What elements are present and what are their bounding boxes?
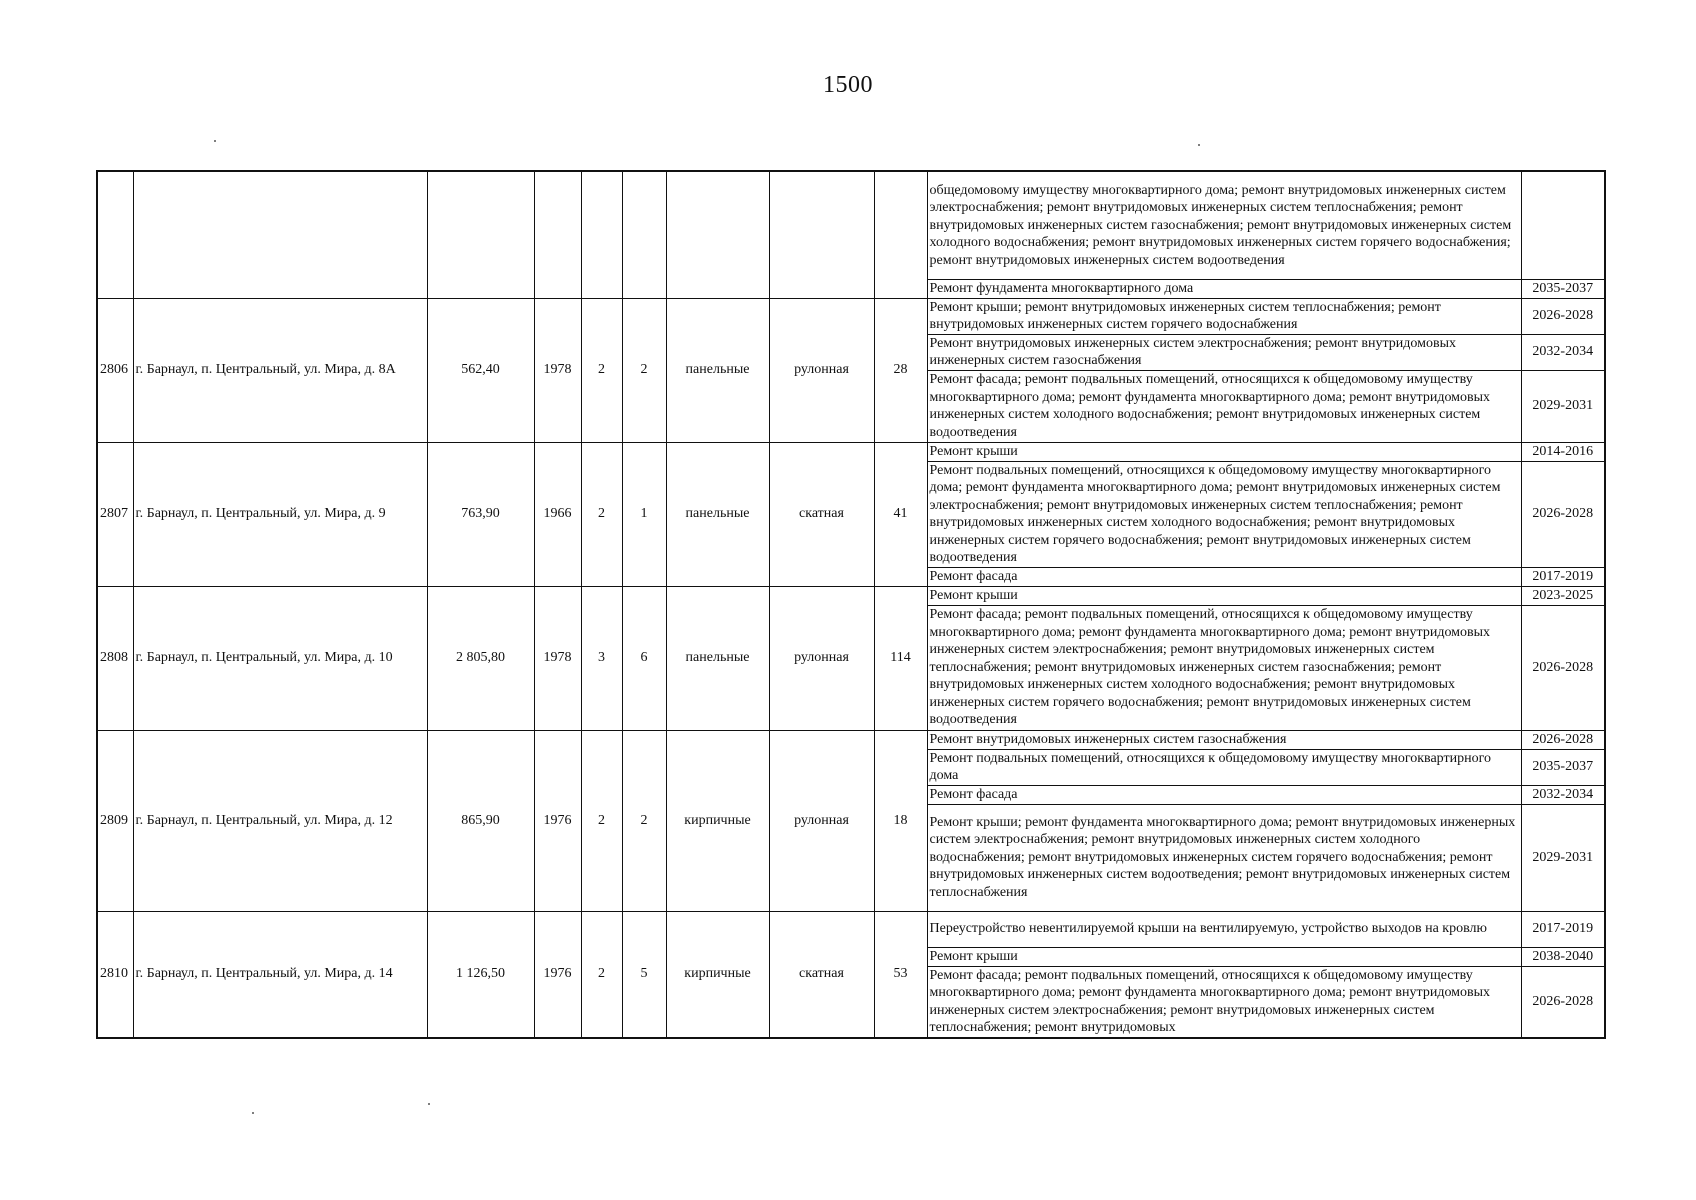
roof-type: скатная: [769, 442, 874, 586]
house-number: 2808: [97, 586, 133, 730]
house-number: 2810: [97, 911, 133, 1038]
work-period: 2029-2031: [1521, 370, 1605, 442]
scan-speck: [214, 140, 216, 142]
work-period: 2026-2028: [1521, 605, 1605, 730]
house-area: 1 126,50: [427, 911, 534, 1038]
table-row: [97, 298, 1605, 334]
work-period: 2032-2034: [1521, 785, 1605, 804]
empty-cell: [534, 171, 581, 298]
work-period: 2017-2019: [1521, 567, 1605, 586]
work-description: Переустройство невентилируемой крыши на вентилируемую, устройство выходов на кровлю: [927, 911, 1521, 947]
work-period: 2029-2031: [1521, 804, 1605, 911]
work-description: Ремонт подвальных помещений, относящихся к общедомовому имуществу многоквартирного дома; ремонт фундамента многоквартирного дома; ремонт внутридомовых инженерных систем электроснабжения; ремонт внутридомовых инженерных систем теплоснабжения; ремонт внутридомовых инженерных систем холодного водоснабжения; ремонт внутридомовых инженерных систем горячего водоснабжения; ремонт внутридомовых инженерных систем водоотведения: [927, 461, 1521, 567]
work-description: Ремонт крыши: [927, 586, 1521, 605]
wall-material: кирпичные: [666, 911, 769, 1038]
work-period: 2026-2028: [1521, 298, 1605, 334]
continuation-row: [97, 171, 1605, 280]
work-description: Ремонт внутридомовых инженерных систем газоснабжения: [927, 730, 1521, 749]
work-period: 2035-2037: [1521, 749, 1605, 785]
wall-material: панельные: [666, 298, 769, 442]
floors-count: 2: [581, 298, 622, 442]
capital-repair-table: [96, 170, 1606, 1039]
empty-cell: [622, 171, 666, 298]
entrances-count: 2: [622, 730, 666, 911]
work-period: 2026-2028: [1521, 730, 1605, 749]
work-description: Ремонт фасада: [927, 785, 1521, 804]
entrances-count: 5: [622, 911, 666, 1038]
work-period: [1521, 171, 1605, 280]
empty-cell: [769, 171, 874, 298]
table-row: [97, 730, 1605, 749]
build-year: 1976: [534, 911, 581, 1038]
apartments-count: 114: [874, 586, 927, 730]
house-number: 2806: [97, 298, 133, 442]
house-number: 2809: [97, 730, 133, 911]
table-row: [97, 442, 1605, 461]
work-period: 2032-2034: [1521, 334, 1605, 370]
wall-material: кирпичные: [666, 730, 769, 911]
apartments-count: 18: [874, 730, 927, 911]
wall-material: панельные: [666, 586, 769, 730]
work-period: 2023-2025: [1521, 586, 1605, 605]
roof-type: рулонная: [769, 298, 874, 442]
wall-material: панельные: [666, 442, 769, 586]
work-description: Ремонт фасада: [927, 567, 1521, 586]
work-description: Ремонт фундамента многоквартирного дома: [927, 280, 1521, 299]
work-description: Ремонт крыши; ремонт фундамента многоквартирного дома; ремонт внутридомовых инженерных систем электроснабжения; ремонт внутридомовых инженерных систем холодного водоснабжения; ремонт внутридомовых инженерных систем горячего водоснабжения; ремонт внутридомовых инженерных систем водоотведения; ремонт внутридомовых инженерных систем теплоснабжения: [927, 804, 1521, 911]
roof-type: скатная: [769, 911, 874, 1038]
house-area: 2 805,80: [427, 586, 534, 730]
table-row: [97, 911, 1605, 947]
scan-speck: [428, 1103, 430, 1105]
build-year: 1976: [534, 730, 581, 911]
house-area: 562,40: [427, 298, 534, 442]
work-description: Ремонт фасада; ремонт подвальных помещений, относящихся к общедомовому имуществу многоквартирного дома; ремонт фундамента многоквартирного дома; ремонт внутридомовых инженерных систем электроснабжения; ремонт внутридомовых инженерных систем теплоснабжения; ремонт внутридомовых: [927, 966, 1521, 1038]
work-description: общедомовому имуществу многоквартирного дома; ремонт внутридомовых инженерных систем электроснабжения; ремонт внутридомовых инженерных систем теплоснабжения; ремонт внутридомовых инженерных систем газоснабжения; ремонт внутридомовых инженерных систем холодного водоснабжения; ремонт внутридомовых инженерных систем горячего водоснабжения; ремонт внутридомовых инженерных систем водоотведения: [927, 171, 1521, 280]
apartments-count: 41: [874, 442, 927, 586]
entrances-count: 2: [622, 298, 666, 442]
work-description: Ремонт крыши: [927, 947, 1521, 966]
empty-cell: [874, 171, 927, 298]
empty-cell: [666, 171, 769, 298]
work-period: 2035-2037: [1521, 280, 1605, 299]
entrances-count: 6: [622, 586, 666, 730]
empty-cell: [97, 171, 133, 298]
roof-type: рулонная: [769, 730, 874, 911]
work-description: Ремонт крыши: [927, 442, 1521, 461]
build-year: 1978: [534, 586, 581, 730]
empty-cell: [581, 171, 622, 298]
roof-type: рулонная: [769, 586, 874, 730]
house-address: г. Барнаул, п. Центральный, ул. Мира, д. 9: [133, 442, 427, 586]
house-address: г. Барнаул, п. Центральный, ул. Мира, д. 8А: [133, 298, 427, 442]
apartments-count: 28: [874, 298, 927, 442]
empty-cell: [427, 171, 534, 298]
house-area: 763,90: [427, 442, 534, 586]
empty-cell: [133, 171, 427, 298]
build-year: 1978: [534, 298, 581, 442]
entrances-count: 1: [622, 442, 666, 586]
floors-count: 2: [581, 442, 622, 586]
work-period: 2014-2016: [1521, 442, 1605, 461]
work-description: Ремонт крыши; ремонт внутридомовых инженерных систем теплоснабжения; ремонт внутридомовых инженерных систем горячего водоснабжения: [927, 298, 1521, 334]
house-address: г. Барнаул, п. Центральный, ул. Мира, д. 14: [133, 911, 427, 1038]
work-period: 2026-2028: [1521, 461, 1605, 567]
house-address: г. Барнаул, п. Центральный, ул. Мира, д. 12: [133, 730, 427, 911]
floors-count: 2: [581, 730, 622, 911]
house-address: г. Барнаул, п. Центральный, ул. Мира, д. 10: [133, 586, 427, 730]
page-number: 1500: [823, 72, 873, 98]
scan-speck: [252, 1112, 254, 1114]
work-period: 2017-2019: [1521, 911, 1605, 947]
house-area: 865,90: [427, 730, 534, 911]
scan-speck: [1198, 144, 1200, 146]
floors-count: 2: [581, 911, 622, 1038]
build-year: 1966: [534, 442, 581, 586]
work-description: Ремонт фасада; ремонт подвальных помещений, относящихся к общедомовому имуществу многоквартирного дома; ремонт фундамента многоквартирного дома; ремонт внутридомовых инженерных систем холодного водоснабжения; ремонт внутридомовых инженерных систем водоотведения: [927, 370, 1521, 442]
work-description: Ремонт фасада; ремонт подвальных помещений, относящихся к общедомовому имуществу многоквартирного дома; ремонт фундамента многоквартирного дома; ремонт внутридомовых инженерных систем электроснабжения; ремонт внутридомовых инженерных систем теплоснабжения; ремонт внутридомовых инженерных систем газоснабжения; ремонт внутридомовых инженерных систем холодного водоснабжения; ремонт внутридомовых инженерных систем горячего водоснабжения; ремонт внутридомовых инженерных систем водоотведения: [927, 605, 1521, 730]
work-period: 2026-2028: [1521, 966, 1605, 1038]
work-description: Ремонт внутридомовых инженерных систем электроснабжения; ремонт внутридомовых инженерных систем газоснабжения: [927, 334, 1521, 370]
floors-count: 3: [581, 586, 622, 730]
work-period: 2038-2040: [1521, 947, 1605, 966]
table-row: [97, 586, 1605, 605]
work-description: Ремонт подвальных помещений, относящихся к общедомовому имуществу многоквартирного дома: [927, 749, 1521, 785]
apartments-count: 53: [874, 911, 927, 1038]
house-number: 2807: [97, 442, 133, 586]
